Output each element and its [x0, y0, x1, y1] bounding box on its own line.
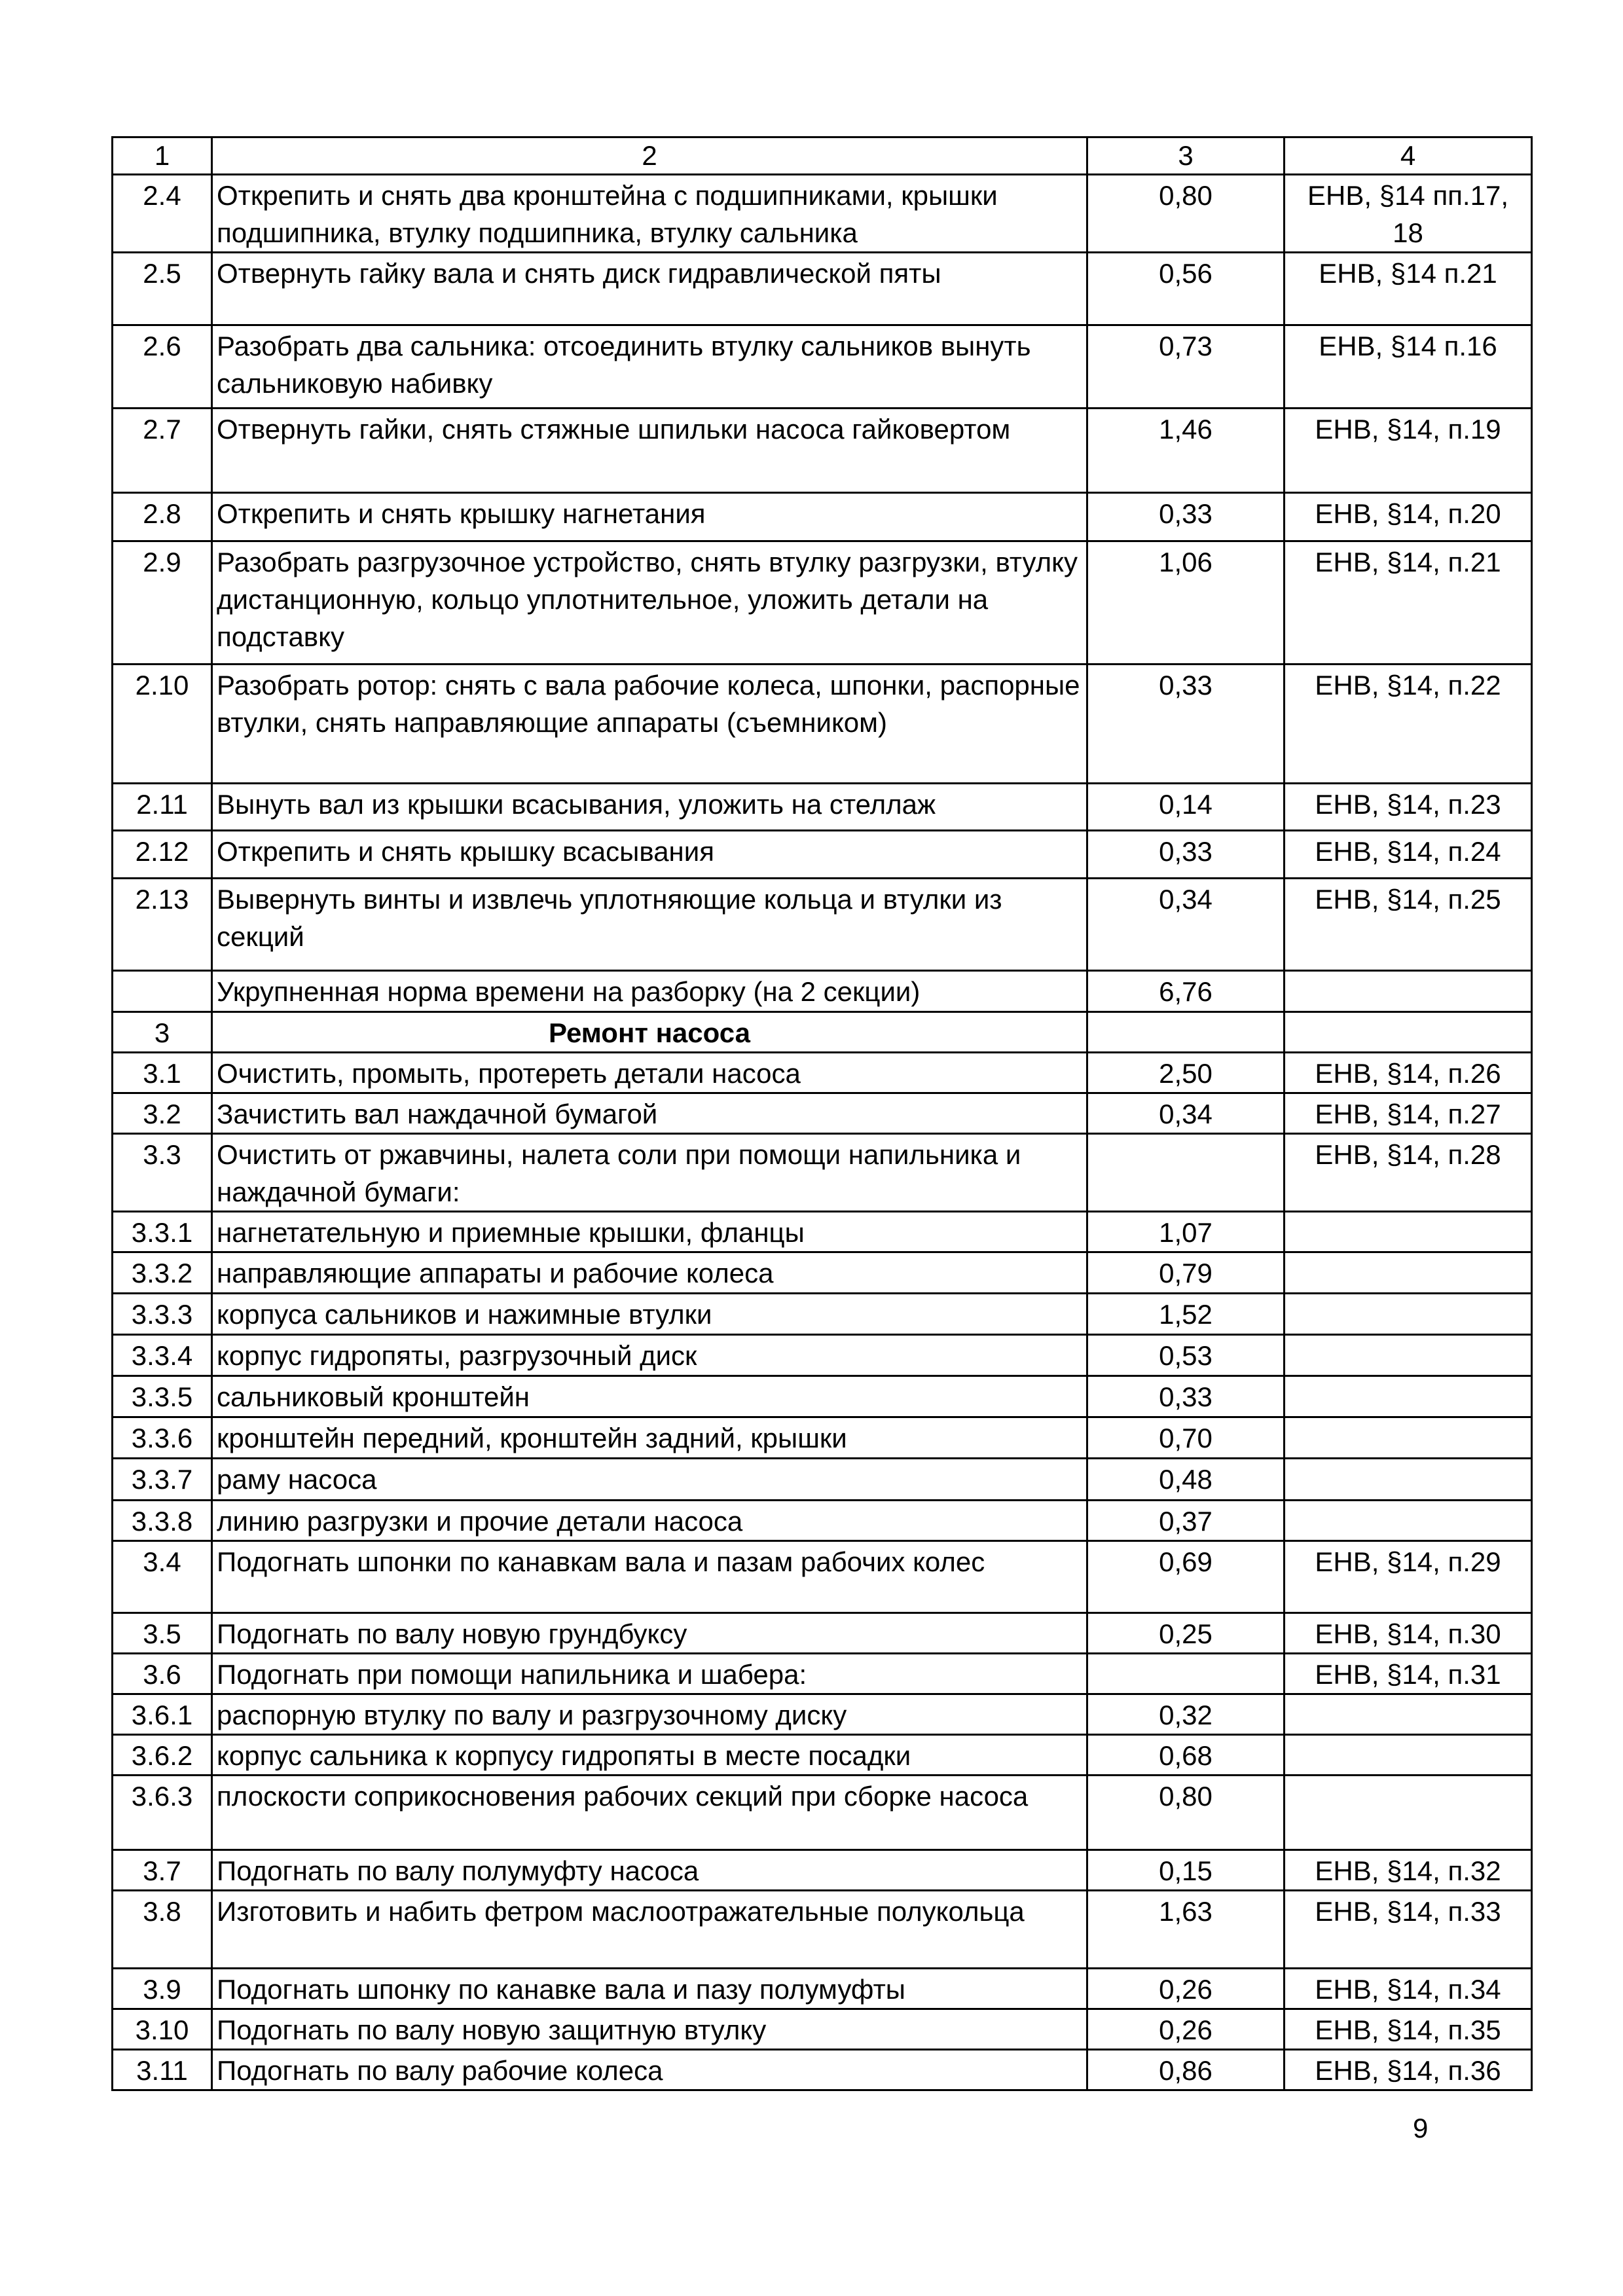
work-description-cell: Укрупненная норма времени на разборку (на 2 секции): [212, 971, 1087, 1012]
time-norm-cell: 0,33: [1087, 831, 1285, 879]
reference-cell: [1285, 1335, 1532, 1376]
time-norm-cell: 0,26: [1087, 1969, 1285, 2009]
item-number-cell: 2.8: [113, 493, 212, 541]
section-row: [113, 1012, 1532, 1053]
work-description-cell: раму насоса: [212, 1459, 1087, 1501]
time-norm-cell: 0,14: [1087, 784, 1285, 831]
time-norm-cell: 0,48: [1087, 1459, 1285, 1501]
reference-cell: [1285, 1012, 1532, 1053]
item-number-cell: 3.11: [113, 2050, 212, 2090]
reference-cell: ЕНВ, §14, п.30: [1285, 1613, 1532, 1654]
time-norm-cell: [1087, 1012, 1285, 1053]
time-norm-cell: 0,86: [1087, 2050, 1285, 2090]
work-description-cell: корпус гидропяты, разгрузочный диск: [212, 1335, 1087, 1376]
table-row: [113, 1654, 1532, 1694]
time-norm-cell: 0,56: [1087, 253, 1285, 325]
work-description-cell: Открепить и снять крышку всасывания: [212, 831, 1087, 879]
reference-cell: ЕНВ, §14, п.36: [1285, 2050, 1532, 2090]
reference-cell: [1285, 1212, 1532, 1252]
time-norm-cell: 1,07: [1087, 1212, 1285, 1252]
item-number-cell: 2.9: [113, 541, 212, 665]
item-number-cell: 3.3.5: [113, 1376, 212, 1417]
work-description-cell: Подогнать шпонки по канавкам вала и пазам рабочих колес: [212, 1541, 1087, 1613]
reference-cell: ЕНВ, §14, п.27: [1285, 1093, 1532, 1134]
item-number-cell: 3.6.2: [113, 1735, 212, 1776]
table-row: [113, 1417, 1532, 1459]
reference-cell: ЕНВ, §14, п.24: [1285, 831, 1532, 879]
item-number-cell: 3.3.4: [113, 1335, 212, 1376]
time-norm-cell: 0,32: [1087, 1694, 1285, 1735]
item-number-cell: 3.6: [113, 1654, 212, 1694]
time-norm-cell: 0,70: [1087, 1417, 1285, 1459]
table-row: [113, 1252, 1532, 1294]
table-row: [113, 665, 1532, 784]
work-description-cell: плоскости соприкосновения рабочих секций при сборке насоса: [212, 1776, 1087, 1850]
table-row: [113, 1053, 1532, 1093]
time-norm-cell: 0,37: [1087, 1501, 1285, 1541]
time-norm-cell: 0,68: [1087, 1735, 1285, 1776]
reference-cell: [1285, 1376, 1532, 1417]
work-description-cell: Подогнать шпонку по канавке вала и пазу полумуфты: [212, 1969, 1087, 2009]
reference-cell: ЕНВ, §14, п.26: [1285, 1053, 1532, 1093]
item-number-cell: 3.3.2: [113, 1252, 212, 1294]
table-row: [113, 2050, 1532, 2090]
item-number-cell: 3.3: [113, 1134, 212, 1212]
work-description-cell: Очистить, промыть, протереть детали насоса: [212, 1053, 1087, 1093]
header-cell-2: 2: [212, 137, 1087, 175]
reference-cell: ЕНВ, §14, п.20: [1285, 493, 1532, 541]
table-header-row: [113, 137, 1532, 175]
table-row: [113, 1093, 1532, 1134]
time-norm-cell: 0,25: [1087, 1613, 1285, 1654]
reference-cell: ЕНВ, §14, п.25: [1285, 879, 1532, 971]
work-description-cell: Вынуть вал из крышки всасывания, уложить на стеллаж: [212, 784, 1087, 831]
item-number-cell: 3.1: [113, 1053, 212, 1093]
time-norm-cell: 0,33: [1087, 665, 1285, 784]
time-norm-cell: 0,26: [1087, 2009, 1285, 2050]
reference-cell: ЕНВ, §14, п.31: [1285, 1654, 1532, 1694]
reference-cell: ЕНВ, §14, п.19: [1285, 409, 1532, 493]
item-number-cell: 2.11: [113, 784, 212, 831]
table-row: [113, 1294, 1532, 1335]
work-description-cell: нагнетательную и приемные крышки, фланцы: [212, 1212, 1087, 1252]
table-row: [113, 253, 1532, 325]
time-norm-cell: 0,53: [1087, 1335, 1285, 1376]
time-norm-cell: 1,06: [1087, 541, 1285, 665]
time-norm-cell: 1,52: [1087, 1294, 1285, 1335]
reference-cell: ЕНВ, §14, п.23: [1285, 784, 1532, 831]
item-number-cell: 3: [113, 1012, 212, 1053]
reference-cell: [1285, 1776, 1532, 1850]
table-row: [113, 1969, 1532, 2009]
item-number-cell: [113, 971, 212, 1012]
table-row: [113, 1376, 1532, 1417]
page-number: 9: [1413, 2113, 1429, 2143]
work-description-cell: кронштейн передний, кронштейн задний, крышки: [212, 1417, 1087, 1459]
table-row: [113, 1694, 1532, 1735]
work-description-cell: Подогнать по валу новую грундбуксу: [212, 1613, 1087, 1654]
reference-cell: ЕНВ, §14, п.28: [1285, 1134, 1532, 1212]
time-norm-cell: 1,63: [1087, 1891, 1285, 1969]
work-description-cell: Подогнать по валу рабочие колеса: [212, 2050, 1087, 2090]
table-row: [113, 879, 1532, 971]
table-row: [113, 1134, 1532, 1212]
time-norm-cell: 0,80: [1087, 1776, 1285, 1850]
item-number-cell: 3.6.3: [113, 1776, 212, 1850]
item-number-cell: 3.5: [113, 1613, 212, 1654]
item-number-cell: 2.5: [113, 253, 212, 325]
work-description-cell: корпус сальника к корпусу гидропяты в месте посадки: [212, 1735, 1087, 1776]
item-number-cell: 3.3.3: [113, 1294, 212, 1335]
time-norm-cell: 0,34: [1087, 879, 1285, 971]
reference-cell: [1285, 971, 1532, 1012]
item-number-cell: 3.3.1: [113, 1212, 212, 1252]
work-description-cell: направляющие аппараты и рабочие колеса: [212, 1252, 1087, 1294]
reference-cell: ЕНВ, §14, п.35: [1285, 2009, 1532, 2050]
work-description-cell: Очистить от ржавчины, налета соли при помощи напильника и наждачной бумаги:: [212, 1134, 1087, 1212]
item-number-cell: 3.3.7: [113, 1459, 212, 1501]
reference-cell: [1285, 1501, 1532, 1541]
header-cell-4: 4: [1285, 137, 1532, 175]
reference-cell: ЕНВ, §14, п.32: [1285, 1850, 1532, 1891]
table-row: [113, 784, 1532, 831]
work-description-cell: линию разгрузки и прочие детали насоса: [212, 1501, 1087, 1541]
time-norm-cell: 0,34: [1087, 1093, 1285, 1134]
work-description-cell: Разобрать ротор: снять с вала рабочие колеса, шпонки, распорные втулки, снять направляющие аппараты (съемником): [212, 665, 1087, 784]
item-number-cell: 2.4: [113, 175, 212, 253]
work-description-cell: распорную втулку по валу и разгрузочному диску: [212, 1694, 1087, 1735]
reference-cell: ЕНВ, §14, п.34: [1285, 1969, 1532, 2009]
reference-cell: [1285, 1417, 1532, 1459]
work-description-cell: Открепить и снять два кронштейна с подшипниками, крышки подшипника, втулку подшипника, втулку сальника: [212, 175, 1087, 253]
work-description-cell: Подогнать при помощи напильника и шабера:: [212, 1654, 1087, 1694]
table-row: [113, 493, 1532, 541]
work-description-cell: Открепить и снять крышку нагнетания: [212, 493, 1087, 541]
reference-cell: ЕНВ, §14 пп.17, 18: [1285, 175, 1532, 253]
table-row: [113, 175, 1532, 253]
item-number-cell: 3.6.1: [113, 1694, 212, 1735]
item-number-cell: 2.10: [113, 665, 212, 784]
reference-cell: [1285, 1294, 1532, 1335]
item-number-cell: 3.10: [113, 2009, 212, 2050]
reference-cell: ЕНВ, §14, п.21: [1285, 541, 1532, 665]
table-row: [113, 325, 1532, 409]
reference-cell: ЕНВ, §14 п.16: [1285, 325, 1532, 409]
table-row: [113, 1212, 1532, 1252]
table-row: [113, 2009, 1532, 2050]
table-row: [113, 831, 1532, 879]
table-row: [113, 1501, 1532, 1541]
item-number-cell: 2.13: [113, 879, 212, 971]
table-row: [113, 1891, 1532, 1969]
time-norm-cell: 6,76: [1087, 971, 1285, 1012]
table-row: [113, 1335, 1532, 1376]
table-row: [113, 1735, 1532, 1776]
item-number-cell: 3.2: [113, 1093, 212, 1134]
item-number-cell: 3.7: [113, 1850, 212, 1891]
time-norm-cell: 0,80: [1087, 175, 1285, 253]
time-norm-cell: 0,69: [1087, 1541, 1285, 1613]
section-title-cell: Ремонт насоса: [212, 1012, 1087, 1053]
item-number-cell: 3.3.6: [113, 1417, 212, 1459]
work-description-cell: Разобрать разгрузочное устройство, снять втулку разгрузки, втулку дистанционную, кольцо уплотнительное, уложить детали на подставку: [212, 541, 1087, 665]
time-norm-cell: 0,15: [1087, 1850, 1285, 1891]
work-description-cell: Разобрать два сальника: отсоединить втулку сальников вынуть сальниковую набивку: [212, 325, 1087, 409]
work-description-cell: Отвернуть гайки, снять стяжные шпильки насоса гайковертом: [212, 409, 1087, 493]
table-row: [113, 409, 1532, 493]
work-description-cell: Отвернуть гайку вала и снять диск гидравлической пяты: [212, 253, 1087, 325]
time-norm-cell: 0,33: [1087, 493, 1285, 541]
work-description-cell: сальниковый кронштейн: [212, 1376, 1087, 1417]
item-number-cell: 3.9: [113, 1969, 212, 2009]
table-row: [113, 1613, 1532, 1654]
table-row: [113, 1541, 1532, 1613]
reference-cell: ЕНВ, §14, п.22: [1285, 665, 1532, 784]
item-number-cell: 3.4: [113, 1541, 212, 1613]
reference-cell: [1285, 1459, 1532, 1501]
item-number-cell: 3.8: [113, 1891, 212, 1969]
table-row: [113, 1776, 1532, 1850]
work-description-cell: Изготовить и набить фетром маслоотражательные полукольца: [212, 1891, 1087, 1969]
reference-cell: ЕНВ, §14, п.33: [1285, 1891, 1532, 1969]
time-norm-cell: [1087, 1134, 1285, 1212]
reference-cell: [1285, 1252, 1532, 1294]
table-row: [113, 1850, 1532, 1891]
time-norm-cell: [1087, 1654, 1285, 1694]
work-norms-table: [111, 136, 1533, 2091]
table-row: [113, 971, 1532, 1012]
table-row: [113, 541, 1532, 665]
header-cell-1: 1: [113, 137, 212, 175]
table-body: [113, 137, 1532, 2090]
time-norm-cell: 0,73: [1087, 325, 1285, 409]
item-number-cell: 2.12: [113, 831, 212, 879]
time-norm-cell: 0,79: [1087, 1252, 1285, 1294]
header-cell-3: 3: [1087, 137, 1285, 175]
table-row: [113, 1459, 1532, 1501]
work-description-cell: Подогнать по валу полумуфту насоса: [212, 1850, 1087, 1891]
work-description-cell: Зачистить вал наждачной бумагой: [212, 1093, 1087, 1134]
item-number-cell: 2.7: [113, 409, 212, 493]
reference-cell: ЕНВ, §14 п.21: [1285, 253, 1532, 325]
work-description-cell: Подогнать по валу новую защитную втулку: [212, 2009, 1087, 2050]
reference-cell: [1285, 1735, 1532, 1776]
work-description-cell: Вывернуть винты и извлечь уплотняющие кольца и втулки из секций: [212, 879, 1087, 971]
reference-cell: [1285, 1694, 1532, 1735]
time-norm-cell: 0,33: [1087, 1376, 1285, 1417]
item-number-cell: 3.3.8: [113, 1501, 212, 1541]
item-number-cell: 2.6: [113, 325, 212, 409]
work-description-cell: корпуса сальников и нажимные втулки: [212, 1294, 1087, 1335]
time-norm-cell: 1,46: [1087, 409, 1285, 493]
time-norm-cell: 2,50: [1087, 1053, 1285, 1093]
reference-cell: ЕНВ, §14, п.29: [1285, 1541, 1532, 1613]
